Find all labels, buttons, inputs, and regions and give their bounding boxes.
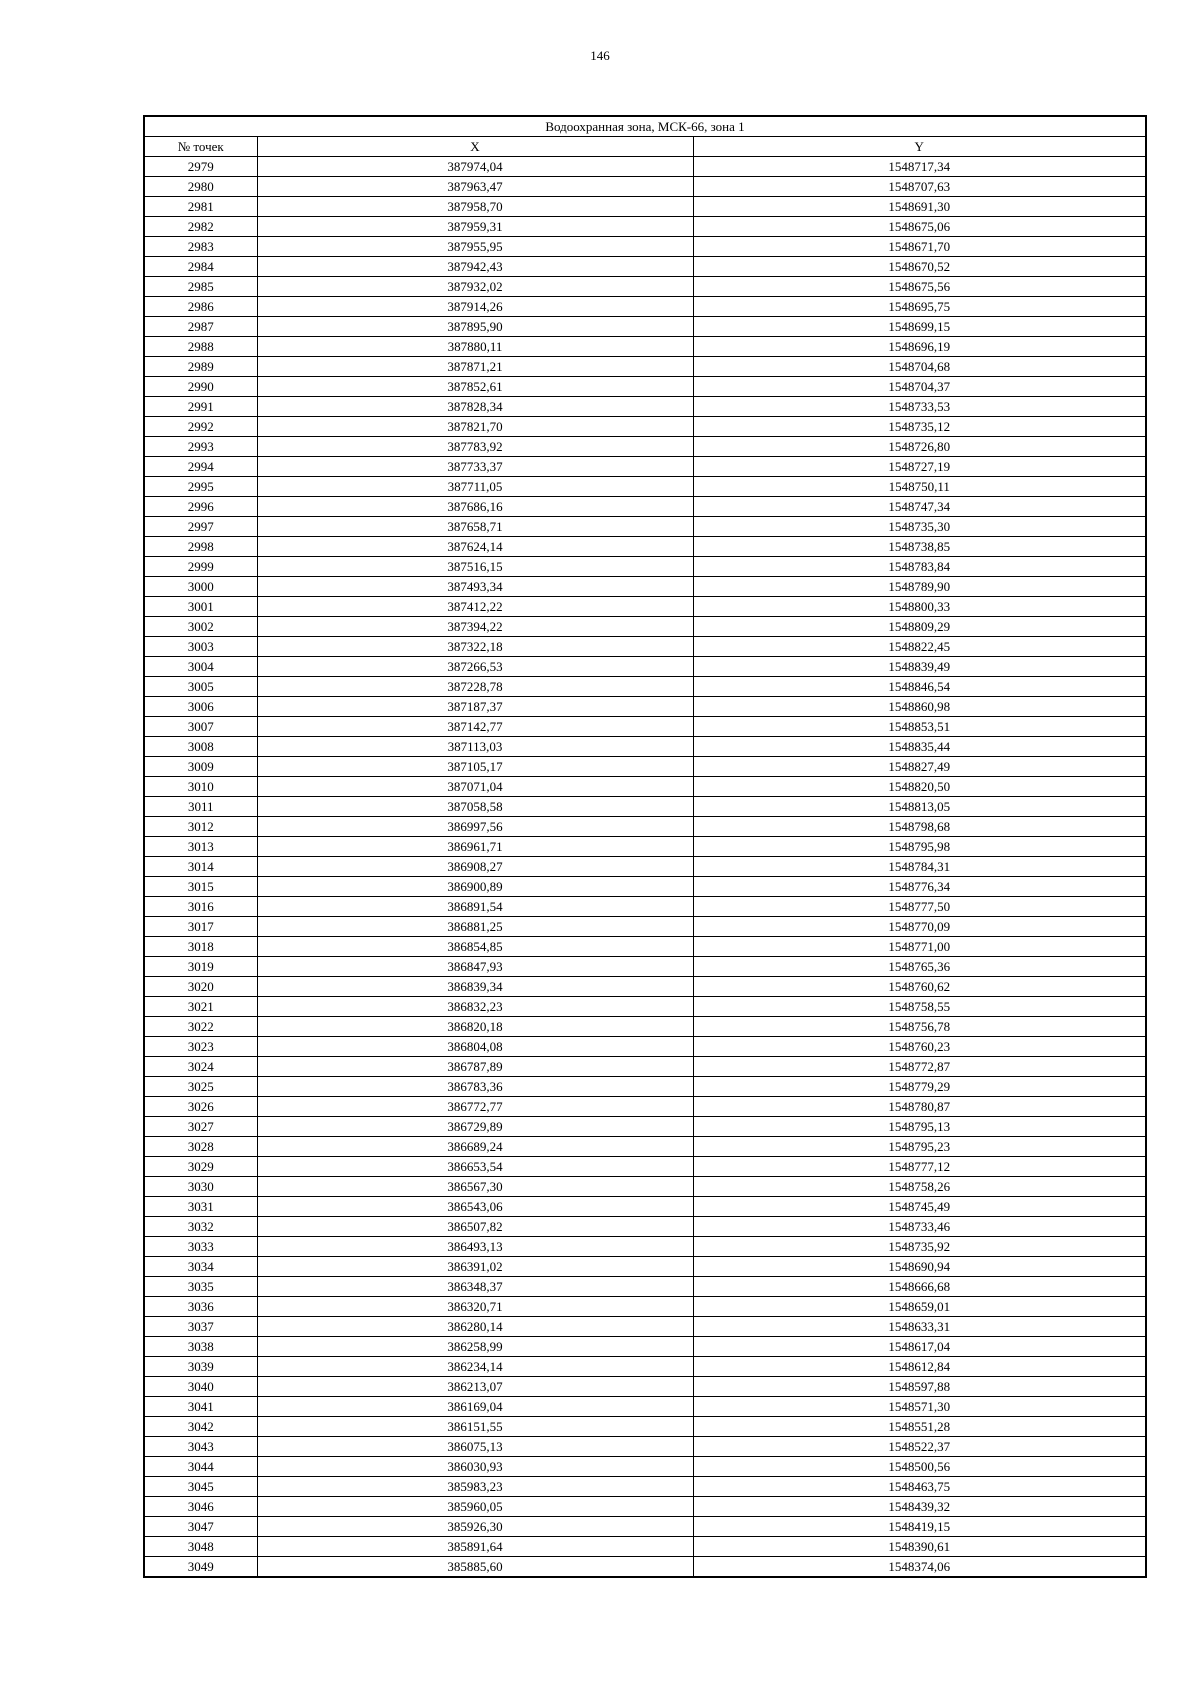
point-number-cell: 3026 [144,1097,257,1117]
x-coordinate-cell: 386391,02 [257,1257,693,1277]
y-coordinate-cell: 1548784,31 [693,857,1146,877]
y-coordinate-cell: 1548699,15 [693,317,1146,337]
point-number-cell: 3028 [144,1137,257,1157]
x-coordinate-cell: 387394,22 [257,617,693,637]
point-number-cell: 3044 [144,1457,257,1477]
y-coordinate-cell: 1548717,34 [693,157,1146,177]
y-coordinate-cell: 1548795,13 [693,1117,1146,1137]
table-row [144,757,1146,777]
y-coordinate-cell: 1548839,49 [693,657,1146,677]
y-coordinate-cell: 1548809,29 [693,617,1146,637]
point-number-cell: 3048 [144,1537,257,1557]
point-number-cell: 3032 [144,1217,257,1237]
x-coordinate-cell: 386653,54 [257,1157,693,1177]
point-number-cell: 2992 [144,417,257,437]
table-row [144,957,1146,977]
table-row [144,1037,1146,1057]
table-row [144,1237,1146,1257]
point-number-cell: 3017 [144,917,257,937]
point-number-cell: 3042 [144,1417,257,1437]
x-coordinate-cell: 386280,14 [257,1317,693,1337]
x-coordinate-cell: 387958,70 [257,197,693,217]
point-number-cell: 3023 [144,1037,257,1057]
y-coordinate-cell: 1548765,36 [693,957,1146,977]
point-number-cell: 3016 [144,897,257,917]
table-row [144,1177,1146,1197]
table-row [144,397,1146,417]
point-number-cell: 3012 [144,817,257,837]
table-row [144,537,1146,557]
table-row [144,997,1146,1017]
x-coordinate-cell: 386348,37 [257,1277,693,1297]
point-number-cell: 2990 [144,377,257,397]
x-coordinate-cell: 385960,05 [257,1497,693,1517]
point-number-cell: 2997 [144,517,257,537]
point-number-cell: 2993 [144,437,257,457]
x-coordinate-cell: 387852,61 [257,377,693,397]
table-row [144,1077,1146,1097]
y-coordinate-cell: 1548374,06 [693,1557,1146,1578]
point-number-cell: 3001 [144,597,257,617]
point-number-cell: 2980 [144,177,257,197]
y-coordinate-cell: 1548500,56 [693,1457,1146,1477]
x-coordinate-cell: 387733,37 [257,457,693,477]
table-row [144,377,1146,397]
point-number-cell: 3025 [144,1077,257,1097]
y-coordinate-cell: 1548745,49 [693,1197,1146,1217]
x-coordinate-cell: 387142,77 [257,717,693,737]
table-row [144,157,1146,177]
point-number-cell: 3033 [144,1237,257,1257]
x-coordinate-cell: 386891,54 [257,897,693,917]
coordinates-table [143,115,1147,1578]
table-row [144,797,1146,817]
table-row [144,737,1146,757]
x-coordinate-cell: 386567,30 [257,1177,693,1197]
x-coordinate-cell: 387058,58 [257,797,693,817]
y-coordinate-cell: 1548617,04 [693,1337,1146,1357]
point-number-cell: 2983 [144,237,257,257]
y-coordinate-cell: 1548704,68 [693,357,1146,377]
y-coordinate-cell: 1548612,84 [693,1357,1146,1377]
y-coordinate-cell: 1548783,84 [693,557,1146,577]
x-coordinate-cell: 387071,04 [257,777,693,797]
column-header-point-number: № точек [144,137,257,157]
x-coordinate-cell: 386689,24 [257,1137,693,1157]
table-row [144,1457,1146,1477]
table-row [144,677,1146,697]
point-number-cell: 3043 [144,1437,257,1457]
x-coordinate-cell: 386213,07 [257,1377,693,1397]
x-coordinate-cell: 386772,77 [257,1097,693,1117]
table-row [144,917,1146,937]
x-coordinate-cell: 386997,56 [257,817,693,837]
y-coordinate-cell: 1548758,26 [693,1177,1146,1197]
table-row [144,1057,1146,1077]
x-coordinate-cell: 387932,02 [257,277,693,297]
y-coordinate-cell: 1548770,09 [693,917,1146,937]
x-coordinate-cell: 386881,25 [257,917,693,937]
y-coordinate-cell: 1548776,34 [693,877,1146,897]
y-coordinate-cell: 1548666,68 [693,1277,1146,1297]
point-number-cell: 2988 [144,337,257,357]
x-coordinate-cell: 386839,34 [257,977,693,997]
table-row [144,1337,1146,1357]
table-row [144,1117,1146,1137]
y-coordinate-cell: 1548795,98 [693,837,1146,857]
x-coordinate-cell: 386783,36 [257,1077,693,1097]
x-coordinate-cell: 386854,85 [257,937,693,957]
y-coordinate-cell: 1548777,50 [693,897,1146,917]
x-coordinate-cell: 385983,23 [257,1477,693,1497]
table-row [144,1437,1146,1457]
y-coordinate-cell: 1548798,68 [693,817,1146,837]
column-header-y: Y [693,137,1146,157]
y-coordinate-cell: 1548780,87 [693,1097,1146,1117]
point-number-cell: 3009 [144,757,257,777]
point-number-cell: 2979 [144,157,257,177]
point-number-cell: 3019 [144,957,257,977]
point-number-cell: 3005 [144,677,257,697]
x-coordinate-cell: 386075,13 [257,1437,693,1457]
y-coordinate-cell: 1548750,11 [693,477,1146,497]
table-row [144,1397,1146,1417]
table-row [144,357,1146,377]
point-number-cell: 2985 [144,277,257,297]
table-row [144,597,1146,617]
point-number-cell: 2994 [144,457,257,477]
x-coordinate-cell: 387914,26 [257,297,693,317]
column-header-x: X [257,137,693,157]
x-coordinate-cell: 385891,64 [257,1537,693,1557]
y-coordinate-cell: 1548822,45 [693,637,1146,657]
point-number-cell: 2981 [144,197,257,217]
point-number-cell: 3037 [144,1317,257,1337]
y-coordinate-cell: 1548675,06 [693,217,1146,237]
point-number-cell: 3010 [144,777,257,797]
table-row [144,477,1146,497]
point-number-cell: 3011 [144,797,257,817]
y-coordinate-cell: 1548735,92 [693,1237,1146,1257]
x-coordinate-cell: 386507,82 [257,1217,693,1237]
point-number-cell: 2998 [144,537,257,557]
point-number-cell: 3027 [144,1117,257,1137]
table-title: Водоохранная зона, МСК-66, зона 1 [144,116,1146,137]
point-number-cell: 3047 [144,1517,257,1537]
point-number-cell: 3013 [144,837,257,857]
table-row [144,1517,1146,1537]
y-coordinate-cell: 1548758,55 [693,997,1146,1017]
point-number-cell: 2999 [144,557,257,577]
x-coordinate-cell: 385885,60 [257,1557,693,1578]
point-number-cell: 3031 [144,1197,257,1217]
y-coordinate-cell: 1548760,62 [693,977,1146,997]
table-row [144,837,1146,857]
table-row [144,617,1146,637]
point-number-cell: 3035 [144,1277,257,1297]
table-row [144,1157,1146,1177]
y-coordinate-cell: 1548633,31 [693,1317,1146,1337]
x-coordinate-cell: 387880,11 [257,337,693,357]
table-row [144,457,1146,477]
table-row [144,297,1146,317]
y-coordinate-cell: 1548571,30 [693,1397,1146,1417]
x-coordinate-cell: 387113,03 [257,737,693,757]
table-row [144,1417,1146,1437]
y-coordinate-cell: 1548439,32 [693,1497,1146,1517]
table-row [144,1277,1146,1297]
table-row [144,1317,1146,1337]
x-coordinate-cell: 386258,99 [257,1337,693,1357]
y-coordinate-cell: 1548772,87 [693,1057,1146,1077]
y-coordinate-cell: 1548820,50 [693,777,1146,797]
table-row [144,1357,1146,1377]
x-coordinate-cell: 386908,27 [257,857,693,877]
table-row [144,1537,1146,1557]
table-row [144,697,1146,717]
y-coordinate-cell: 1548727,19 [693,457,1146,477]
y-coordinate-cell: 1548419,15 [693,1517,1146,1537]
table-row [144,1377,1146,1397]
x-coordinate-cell: 387895,90 [257,317,693,337]
table-row [144,237,1146,257]
point-number-cell: 2991 [144,397,257,417]
table-row [144,1197,1146,1217]
point-number-cell: 3049 [144,1557,257,1578]
y-coordinate-cell: 1548670,52 [693,257,1146,277]
point-number-cell: 3021 [144,997,257,1017]
table-row [144,657,1146,677]
x-coordinate-cell: 386151,55 [257,1417,693,1437]
table-row [144,1497,1146,1517]
y-coordinate-cell: 1548671,70 [693,237,1146,257]
y-coordinate-cell: 1548835,44 [693,737,1146,757]
x-coordinate-cell: 387828,34 [257,397,693,417]
point-number-cell: 3039 [144,1357,257,1377]
table-row [144,557,1146,577]
table-row [144,897,1146,917]
point-number-cell: 3015 [144,877,257,897]
table-row [144,777,1146,797]
point-number-cell: 2986 [144,297,257,317]
y-coordinate-cell: 1548707,63 [693,177,1146,197]
x-coordinate-cell: 387624,14 [257,537,693,557]
point-number-cell: 3041 [144,1397,257,1417]
x-coordinate-cell: 386961,71 [257,837,693,857]
table-row [144,1217,1146,1237]
point-number-cell: 3007 [144,717,257,737]
y-coordinate-cell: 1548659,01 [693,1297,1146,1317]
point-number-cell: 3024 [144,1057,257,1077]
y-coordinate-cell: 1548733,53 [693,397,1146,417]
x-coordinate-cell: 387493,34 [257,577,693,597]
table-row [144,217,1146,237]
x-coordinate-cell: 385926,30 [257,1517,693,1537]
x-coordinate-cell: 387228,78 [257,677,693,697]
table-row [144,517,1146,537]
point-number-cell: 3046 [144,1497,257,1517]
x-coordinate-cell: 387711,05 [257,477,693,497]
x-coordinate-cell: 387266,53 [257,657,693,677]
page-number: 146 [590,48,610,63]
y-coordinate-cell: 1548390,61 [693,1537,1146,1557]
x-coordinate-cell: 386787,89 [257,1057,693,1077]
x-coordinate-cell: 386804,08 [257,1037,693,1057]
y-coordinate-cell: 1548853,51 [693,717,1146,737]
point-number-cell: 3014 [144,857,257,877]
table-row [144,317,1146,337]
point-number-cell: 3045 [144,1477,257,1497]
y-coordinate-cell: 1548738,85 [693,537,1146,557]
x-coordinate-cell: 386820,18 [257,1017,693,1037]
x-coordinate-cell: 387959,31 [257,217,693,237]
table-row [144,177,1146,197]
x-coordinate-cell: 387516,15 [257,557,693,577]
y-coordinate-cell: 1548522,37 [693,1437,1146,1457]
x-coordinate-cell: 386234,14 [257,1357,693,1377]
y-coordinate-cell: 1548735,12 [693,417,1146,437]
y-coordinate-cell: 1548779,29 [693,1077,1146,1097]
y-coordinate-cell: 1548551,28 [693,1417,1146,1437]
y-coordinate-cell: 1548827,49 [693,757,1146,777]
table-row [144,1017,1146,1037]
point-number-cell: 3006 [144,697,257,717]
x-coordinate-cell: 387322,18 [257,637,693,657]
table-row [144,577,1146,597]
y-coordinate-cell: 1548760,23 [693,1037,1146,1057]
y-coordinate-cell: 1548726,80 [693,437,1146,457]
table-row [144,257,1146,277]
point-number-cell: 3008 [144,737,257,757]
y-coordinate-cell: 1548813,05 [693,797,1146,817]
point-number-cell: 3002 [144,617,257,637]
y-coordinate-cell: 1548756,78 [693,1017,1146,1037]
y-coordinate-cell: 1548846,54 [693,677,1146,697]
x-coordinate-cell: 387412,22 [257,597,693,617]
point-number-cell: 2984 [144,257,257,277]
x-coordinate-cell: 387871,21 [257,357,693,377]
y-coordinate-cell: 1548691,30 [693,197,1146,217]
point-number-cell: 2989 [144,357,257,377]
x-coordinate-cell: 387942,43 [257,257,693,277]
table-row [144,1257,1146,1277]
table-row [144,857,1146,877]
point-number-cell: 2995 [144,477,257,497]
point-number-cell: 3003 [144,637,257,657]
table-row [144,1137,1146,1157]
table-row [144,817,1146,837]
point-number-cell: 3022 [144,1017,257,1037]
point-number-cell: 3029 [144,1157,257,1177]
x-coordinate-cell: 386729,89 [257,1117,693,1137]
x-coordinate-cell: 386493,13 [257,1237,693,1257]
x-coordinate-cell: 386030,93 [257,1457,693,1477]
table-body [144,157,1146,1578]
x-coordinate-cell: 387955,95 [257,237,693,257]
x-coordinate-cell: 386832,23 [257,997,693,1017]
x-coordinate-cell: 387105,17 [257,757,693,777]
y-coordinate-cell: 1548789,90 [693,577,1146,597]
point-number-cell: 3018 [144,937,257,957]
point-number-cell: 2987 [144,317,257,337]
point-number-cell: 3038 [144,1337,257,1357]
y-coordinate-cell: 1548463,75 [693,1477,1146,1497]
y-coordinate-cell: 1548675,56 [693,277,1146,297]
y-coordinate-cell: 1548695,75 [693,297,1146,317]
table-row [144,1097,1146,1117]
y-coordinate-cell: 1548735,30 [693,517,1146,537]
point-number-cell: 3036 [144,1297,257,1317]
point-number-cell: 3020 [144,977,257,997]
table-row [144,877,1146,897]
point-number-cell: 3004 [144,657,257,677]
x-coordinate-cell: 387821,70 [257,417,693,437]
y-coordinate-cell: 1548747,34 [693,497,1146,517]
table-row [144,977,1146,997]
y-coordinate-cell: 1548800,33 [693,597,1146,617]
x-coordinate-cell: 387783,92 [257,437,693,457]
table-row [144,1297,1146,1317]
x-coordinate-cell: 387686,16 [257,497,693,517]
table-row [144,337,1146,357]
y-coordinate-cell: 1548860,98 [693,697,1146,717]
y-coordinate-cell: 1548795,23 [693,1137,1146,1157]
y-coordinate-cell: 1548597,88 [693,1377,1146,1397]
table-row [144,417,1146,437]
table-row [144,937,1146,957]
x-coordinate-cell: 387658,71 [257,517,693,537]
table-row [144,1557,1146,1578]
x-coordinate-cell: 387974,04 [257,157,693,177]
y-coordinate-cell: 1548696,19 [693,337,1146,357]
x-coordinate-cell: 386169,04 [257,1397,693,1417]
point-number-cell: 2996 [144,497,257,517]
point-number-cell: 3030 [144,1177,257,1197]
point-number-cell: 3034 [144,1257,257,1277]
point-number-cell: 3040 [144,1377,257,1397]
x-coordinate-cell: 386847,93 [257,957,693,977]
y-coordinate-cell: 1548704,37 [693,377,1146,397]
x-coordinate-cell: 387187,37 [257,697,693,717]
y-coordinate-cell: 1548777,12 [693,1157,1146,1177]
table-row [144,497,1146,517]
y-coordinate-cell: 1548733,46 [693,1217,1146,1237]
table-row [144,717,1146,737]
y-coordinate-cell: 1548690,94 [693,1257,1146,1277]
x-coordinate-cell: 387963,47 [257,177,693,197]
point-number-cell: 3000 [144,577,257,597]
x-coordinate-cell: 386543,06 [257,1197,693,1217]
x-coordinate-cell: 386900,89 [257,877,693,897]
table-row [144,437,1146,457]
table-row [144,197,1146,217]
table-row [144,637,1146,657]
table-row [144,1477,1146,1497]
point-number-cell: 2982 [144,217,257,237]
x-coordinate-cell: 386320,71 [257,1297,693,1317]
table-row [144,277,1146,297]
y-coordinate-cell: 1548771,00 [693,937,1146,957]
